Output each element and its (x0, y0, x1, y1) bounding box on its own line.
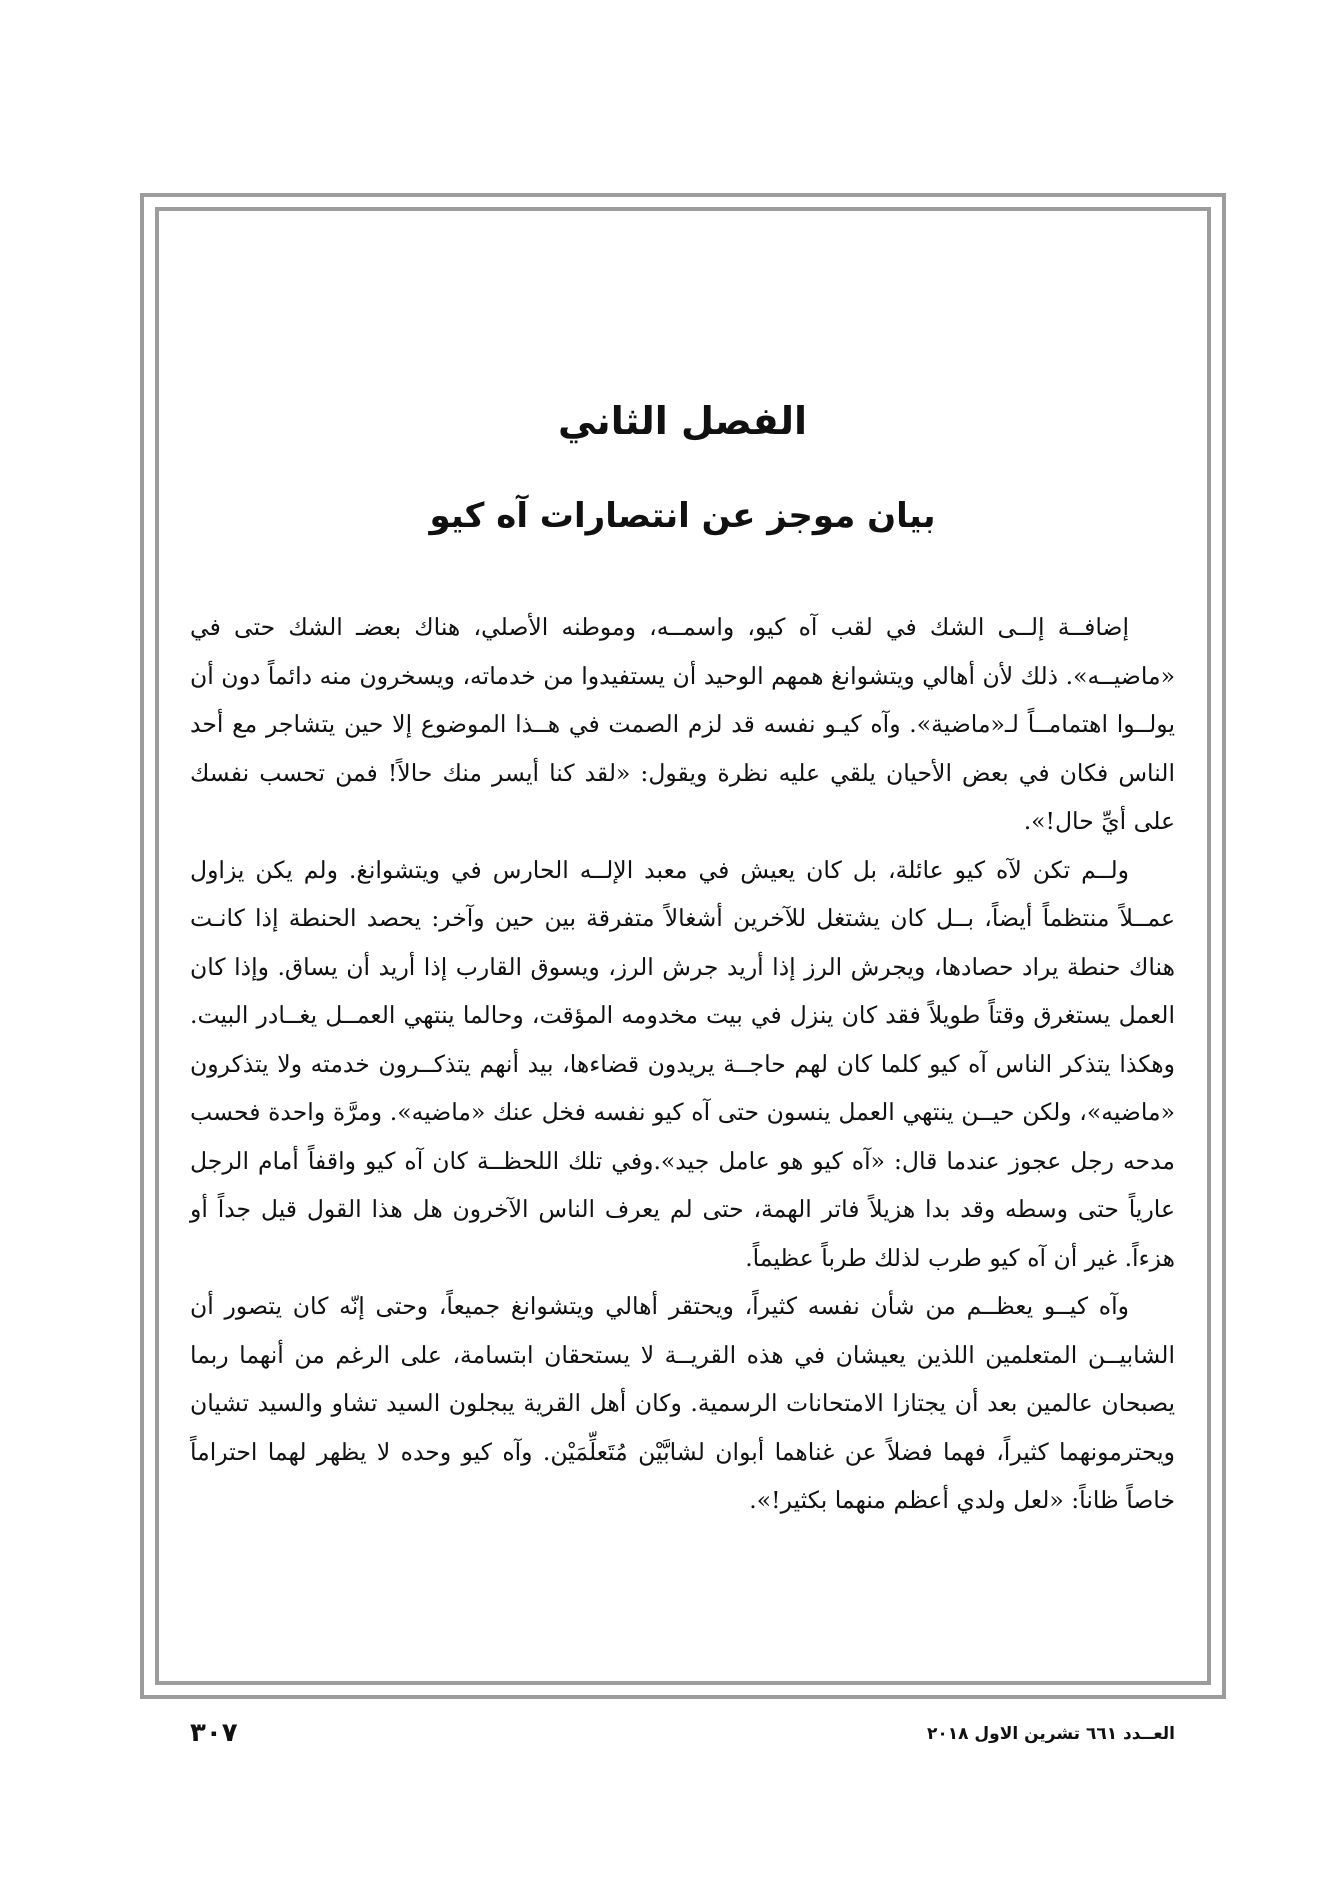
page-footer (190, 1718, 1175, 1754)
chapter-title: الفصل الثاني (557, 399, 808, 443)
chapter-subtitle: بيان موجز عن انتصارات آه كيو (429, 496, 936, 536)
body-text (190, 603, 1175, 1525)
page-number: ٣٠٧ (190, 1718, 238, 1748)
paragraph-2: ولــم تكن لآه كيو عائلة، بل كان يعيش في معبد الإلــه الحارس في ويتشوانغ. ولم يكن يزاول عمــلاً منتظماً أيضاً، بــل كان يشتغل للآخرين أشغالاً متفرقة بين حين وآخر: يحصد الحنطة إذا كانـت هناك حنطة يراد حصادها، ويجرش الرز إذا أريد جرش الرز، ويسوق القارب إذا أريد أن يساق. وإذا كان العمل يستغرق وقتاً طويلاً فقد كان ينزل في بيت مخدومه المؤقت، وحالما ينتهي العمــل يغــادر البيت. وهكذا يتذكر الناس آه كيو كلما كان لهم حاجــة يريدون قضاءها، بيد أنهم يتذكــرون خدمته ولا يتذكرون «ماضيه»، ولكن حيــن ينتهي العمل ينسون حتى آه كيو نفسه فخل عنك «ماضيه». ومرَّة واحدة فحسب مدحه رجل عجوز عندما قال: «آه كيو هو عامل جيد».وفي تلك اللحظــة كان آه كيو واقفاً أمام الرجل عارياً حتى وسطه وقد بدا هزيلاً فاتر الهمة، حتى لم يعرف الناس الآخرون هل هذا القول قيل جداً أو هزءاً. غير أن آه كيو طرب لذلك طرباً عظيماً. (190, 855, 1175, 1272)
paragraph-1: إضافــة إلــى الشك في لقب آه كيو، واسمــه، وموطنه الأصلي، هناك بعضـ الشك حتى في «ماضيــه». ذلك لأن أهالي ويتشوانغ همهم الوحيد أن يستفيدوا من خدماته، ويسخرون منه دائماً دون أن يولــوا اهتمامــاً لـ«ماضية». وآه كيـو نفسه قد لزم الصمت في هــذا الموضوع إلا حين يتشاجر مع أحد الناس فكان في بعض الأحيان يلقي عليه نظرة ويقول: «لقد كنا أيسر منك حالاً! فمن تحسب نفسك على أيِّ حال!». (190, 613, 1175, 835)
issue-info: العــدد ٦٦١ تشرين الاول ٢٠١٨ (926, 1724, 1175, 1744)
article-content (190, 395, 1175, 1525)
paragraph-3: وآه كيــو يعظــم من شأن نفسه كثيراً، ويحتقر أهالي ويتشوانغ جميعاً، وحتى إنّه كان يتصور أن الشابيــن المتعلمين اللذين يعيشان في هذه القريــة لا يستحقان ابتسامة، على الرغم من أنهما ربما يصبحان عالمين بعد أن يجتازا الامتحانات الرسمية. وكان أهل القرية يبجلون السيد تشاو والسيد تشيان ويحترمونهما كثيراً، فهما فضلاً عن غناهما أبوان لشابَّيْن مُتَعلِّمَيْن. وآه كيو وحده لا يظهر لهما احتراماً خاصاً ظاناً: «لعل ولدي أعظم منهما بكثير!». (190, 1292, 1175, 1514)
